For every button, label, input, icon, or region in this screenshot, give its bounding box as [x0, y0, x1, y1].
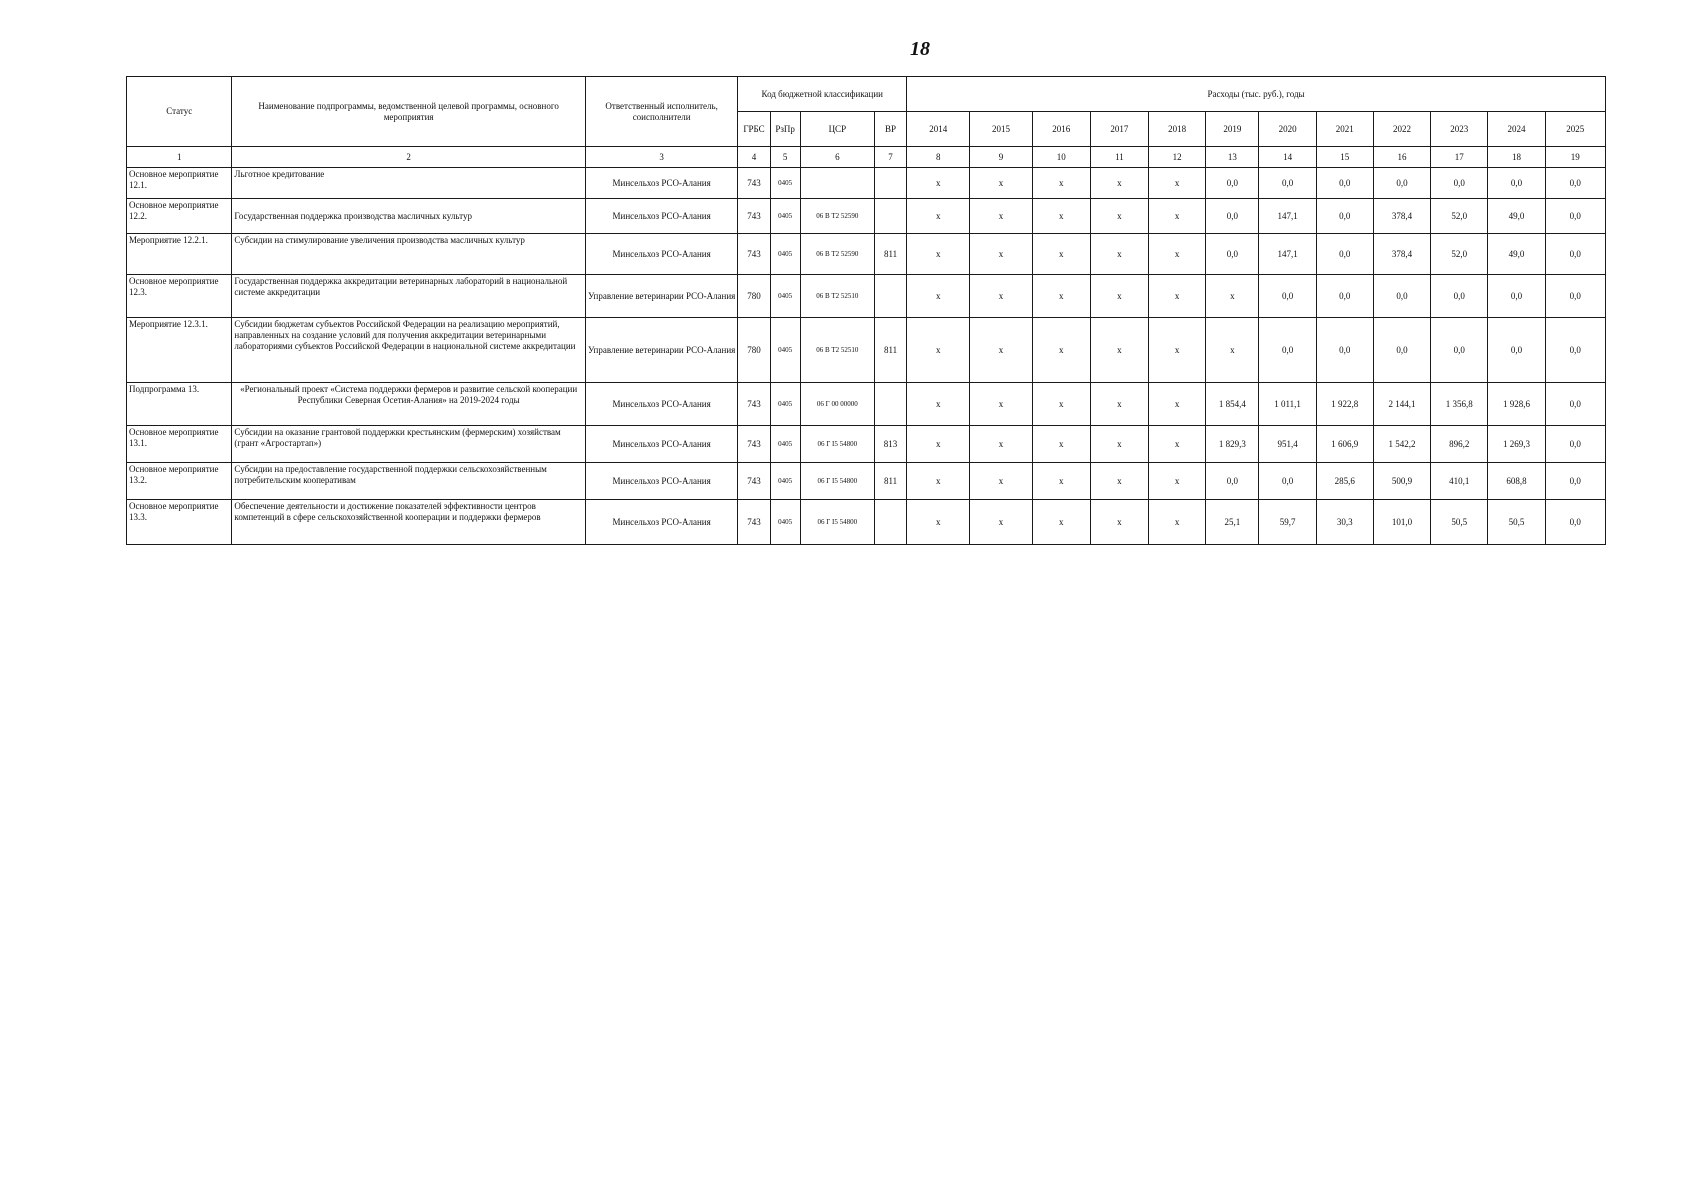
row-name: «Региональный проект «Система поддержки фермеров и развитие сельской кооперации Республики Северная Осетия-Алания» на 2019-2024 годы	[232, 383, 585, 426]
column-number: 10	[1032, 147, 1090, 168]
row-value: 0,0	[1316, 318, 1373, 383]
row-value: x	[1032, 463, 1090, 500]
row-value: 1 829,3	[1206, 426, 1259, 463]
column-number: 15	[1316, 147, 1373, 168]
row-value: 378,4	[1373, 199, 1430, 234]
row-value: x	[1090, 199, 1148, 234]
row-rzpr: 0405	[770, 383, 800, 426]
row-grbs: 743	[738, 199, 770, 234]
row-value: x	[907, 500, 970, 545]
column-number: 6	[800, 147, 874, 168]
row-rzpr: 0405	[770, 199, 800, 234]
row-vr: 811	[874, 318, 906, 383]
row-value: 0,0	[1206, 199, 1259, 234]
row-value: 1 356,8	[1431, 383, 1488, 426]
row-value: 500,9	[1373, 463, 1430, 500]
row-value: 0,0	[1431, 275, 1488, 318]
row-rzpr: 0405	[770, 275, 800, 318]
row-value: 0,0	[1316, 199, 1373, 234]
row-name: Субсидии на оказание грантовой поддержки крестьянским (фермерским) хозяйствам (грант «Агростартап»)	[232, 426, 585, 463]
row-grbs: 743	[738, 383, 770, 426]
table-row	[127, 463, 1606, 500]
row-value: 410,1	[1431, 463, 1488, 500]
row-value: 1 011,1	[1259, 383, 1316, 426]
row-value: x	[970, 500, 1032, 545]
table-row	[127, 199, 1606, 234]
row-value: x	[907, 426, 970, 463]
row-value: x	[1032, 275, 1090, 318]
header-expenses: Расходы (тыс. руб.), годы	[907, 77, 1606, 112]
row-value: x	[1149, 199, 1206, 234]
row-value: x	[970, 199, 1032, 234]
row-value: x	[907, 168, 970, 199]
row-vr	[874, 199, 906, 234]
header-budget-code: Код бюджетной классификации	[738, 77, 907, 112]
row-value: 0,0	[1316, 168, 1373, 199]
row-value: x	[1032, 199, 1090, 234]
row-status: Основное мероприятие 12.2.	[127, 199, 232, 234]
row-value: 1 542,2	[1373, 426, 1430, 463]
row-value: 30,3	[1316, 500, 1373, 545]
column-number: 7	[874, 147, 906, 168]
column-number: 11	[1090, 147, 1148, 168]
row-value: x	[1090, 275, 1148, 318]
row-value: 52,0	[1431, 234, 1488, 275]
row-value: x	[970, 234, 1032, 275]
row-csr: 06 В Т2 52590	[800, 234, 874, 275]
row-value: 52,0	[1431, 199, 1488, 234]
header-year: 2017	[1090, 112, 1148, 147]
row-value: 1 269,3	[1488, 426, 1545, 463]
row-grbs: 743	[738, 168, 770, 199]
row-csr: 06 Г I5 54800	[800, 426, 874, 463]
row-value: 896,2	[1431, 426, 1488, 463]
row-value: 0,0	[1373, 275, 1430, 318]
row-value: x	[1090, 463, 1148, 500]
header-year: 2025	[1545, 112, 1605, 147]
header-year: 2024	[1488, 112, 1545, 147]
row-rzpr: 0405	[770, 500, 800, 545]
row-value: x	[1032, 500, 1090, 545]
row-value: x	[1090, 234, 1148, 275]
header-grbs: ГРБС	[738, 112, 770, 147]
row-status: Подпрограмма 13.	[127, 383, 232, 426]
table-header	[127, 77, 1606, 168]
header-year: 2019	[1206, 112, 1259, 147]
table-row	[127, 383, 1606, 426]
row-value: x	[1149, 234, 1206, 275]
row-name: Льготное кредитование	[232, 168, 585, 199]
row-value: x	[907, 318, 970, 383]
row-value: 0,0	[1316, 275, 1373, 318]
column-number: 2	[232, 147, 585, 168]
row-name: Обеспечение деятельности и достижение показателей эффективности центров компетенций в сфере сельскохозяйственной кооперации и поддержки фермеров	[232, 500, 585, 545]
row-value: x	[970, 168, 1032, 199]
row-grbs: 780	[738, 318, 770, 383]
row-value: x	[1149, 383, 1206, 426]
row-value: 0,0	[1488, 168, 1545, 199]
row-name: Государственная поддержка производства масличных культур	[232, 199, 585, 234]
row-grbs: 743	[738, 500, 770, 545]
header-status: Статус	[127, 77, 232, 147]
row-value: 0,0	[1259, 275, 1316, 318]
row-value: 101,0	[1373, 500, 1430, 545]
row-status: Основное мероприятие 13.1.	[127, 426, 232, 463]
row-value: 0,0	[1545, 500, 1605, 545]
row-value: 285,6	[1316, 463, 1373, 500]
column-number: 19	[1545, 147, 1605, 168]
table-row	[127, 234, 1606, 275]
row-rzpr: 0405	[770, 168, 800, 199]
row-status: Основное мероприятие 12.1.	[127, 168, 232, 199]
row-value: x	[1032, 383, 1090, 426]
row-vr	[874, 500, 906, 545]
row-value: x	[1206, 318, 1259, 383]
row-value: x	[970, 318, 1032, 383]
header-year: 2021	[1316, 112, 1373, 147]
row-value: x	[907, 383, 970, 426]
row-value: 0,0	[1545, 318, 1605, 383]
row-value: 25,1	[1206, 500, 1259, 545]
row-value: x	[1090, 383, 1148, 426]
row-value: x	[1032, 318, 1090, 383]
row-value: x	[1149, 318, 1206, 383]
row-value: x	[970, 275, 1032, 318]
row-rzpr: 0405	[770, 463, 800, 500]
row-value: 147,1	[1259, 199, 1316, 234]
row-csr	[800, 168, 874, 199]
row-value: 0,0	[1545, 234, 1605, 275]
column-number: 3	[585, 147, 738, 168]
column-number: 16	[1373, 147, 1430, 168]
row-value: 608,8	[1488, 463, 1545, 500]
row-value: 0,0	[1316, 234, 1373, 275]
row-value: x	[907, 275, 970, 318]
row-value: 0,0	[1206, 234, 1259, 275]
row-value: 1 606,9	[1316, 426, 1373, 463]
row-value: 0,0	[1206, 168, 1259, 199]
row-grbs: 743	[738, 463, 770, 500]
budget-table	[126, 76, 1606, 545]
row-vr	[874, 383, 906, 426]
row-value: x	[1090, 426, 1148, 463]
row-value: x	[907, 199, 970, 234]
header-year: 2023	[1431, 112, 1488, 147]
row-value: 0,0	[1431, 318, 1488, 383]
row-value: x	[1149, 168, 1206, 199]
column-number: 12	[1149, 147, 1206, 168]
row-executor: Минсельхоз РСО-Алания	[585, 234, 738, 275]
row-executor: Минсельхоз РСО-Алания	[585, 426, 738, 463]
row-vr: 811	[874, 234, 906, 275]
row-name: Государственная поддержка аккредитации ветеринарных лабораторий в национальной системе аккредитации	[232, 275, 585, 318]
row-value: 0,0	[1259, 318, 1316, 383]
row-value: x	[970, 383, 1032, 426]
row-grbs: 743	[738, 426, 770, 463]
row-value: 0,0	[1373, 168, 1430, 199]
row-value: 0,0	[1545, 199, 1605, 234]
column-number: 18	[1488, 147, 1545, 168]
column-number: 4	[738, 147, 770, 168]
row-value: x	[1032, 426, 1090, 463]
row-status: Основное мероприятие 13.3.	[127, 500, 232, 545]
row-value: 49,0	[1488, 234, 1545, 275]
row-value: 1 928,6	[1488, 383, 1545, 426]
row-value: 49,0	[1488, 199, 1545, 234]
table-row	[127, 275, 1606, 318]
row-value: x	[1149, 275, 1206, 318]
row-executor: Минсельхоз РСО-Алания	[585, 383, 738, 426]
column-number: 9	[970, 147, 1032, 168]
row-grbs: 743	[738, 234, 770, 275]
row-value: 50,5	[1488, 500, 1545, 545]
row-grbs: 780	[738, 275, 770, 318]
row-value: 147,1	[1259, 234, 1316, 275]
row-vr	[874, 168, 906, 199]
row-value: 0,0	[1545, 275, 1605, 318]
row-name: Субсидии на стимулирование увеличения производства масличных культур	[232, 234, 585, 275]
page-number: 18	[910, 38, 930, 60]
budget-table-container	[126, 76, 1606, 545]
row-status: Основное мероприятие 13.2.	[127, 463, 232, 500]
row-value: 0,0	[1488, 318, 1545, 383]
row-value: x	[1149, 500, 1206, 545]
row-value: 59,7	[1259, 500, 1316, 545]
row-value: x	[1149, 463, 1206, 500]
header-year: 2020	[1259, 112, 1316, 147]
row-csr: 06 Г 00 00000	[800, 383, 874, 426]
row-value: x	[907, 234, 970, 275]
table-row	[127, 500, 1606, 545]
row-value: 50,5	[1431, 500, 1488, 545]
header-year: 2018	[1149, 112, 1206, 147]
row-name: Субсидии бюджетам субъектов Российской Федерации на реализацию мероприятий, направленных на создание условий для получения аккредитации ветеринарными лабораториями субъектов Российской Федерации в национальной системе аккредитации	[232, 318, 585, 383]
row-rzpr: 0405	[770, 426, 800, 463]
row-status: Основное мероприятие 12.3.	[127, 275, 232, 318]
row-rzpr: 0405	[770, 234, 800, 275]
row-value: x	[1206, 275, 1259, 318]
row-csr: 06 Г I5 54800	[800, 463, 874, 500]
column-number: 1	[127, 147, 232, 168]
row-value: 1 854,4	[1206, 383, 1259, 426]
row-status: Мероприятие 12.2.1.	[127, 234, 232, 275]
row-vr: 811	[874, 463, 906, 500]
row-vr: 813	[874, 426, 906, 463]
header-rzpr: РзПр	[770, 112, 800, 147]
row-value: x	[1090, 500, 1148, 545]
row-value: x	[1090, 168, 1148, 199]
row-value: 0,0	[1206, 463, 1259, 500]
row-status: Мероприятие 12.3.1.	[127, 318, 232, 383]
row-value: 0,0	[1545, 383, 1605, 426]
header-executor: Ответственный исполнитель, соисполнители	[585, 77, 738, 147]
row-rzpr: 0405	[770, 318, 800, 383]
column-number: 17	[1431, 147, 1488, 168]
row-value: 0,0	[1259, 463, 1316, 500]
table-row	[127, 168, 1606, 199]
header-year: 2022	[1373, 112, 1430, 147]
row-name: Субсидии на предоставление государственной поддержки сельскохозяйственным потребительским кооперативам	[232, 463, 585, 500]
row-value: 2 144,1	[1373, 383, 1430, 426]
row-csr: 06 В Т2 52510	[800, 318, 874, 383]
row-value: 0,0	[1431, 168, 1488, 199]
row-value: 0,0	[1545, 463, 1605, 500]
row-executor: Управление ветеринарии РСО-Алания	[585, 275, 738, 318]
table-row	[127, 318, 1606, 383]
table-body	[127, 168, 1606, 545]
row-executor: Управление ветеринарии РСО-Алания	[585, 318, 738, 383]
row-value: x	[970, 426, 1032, 463]
row-value: x	[1032, 234, 1090, 275]
column-number: 8	[907, 147, 970, 168]
column-number: 14	[1259, 147, 1316, 168]
row-value: x	[970, 463, 1032, 500]
row-csr: 06 В Т2 52590	[800, 199, 874, 234]
header-year: 2016	[1032, 112, 1090, 147]
row-value: 1 922,8	[1316, 383, 1373, 426]
row-value: 0,0	[1545, 168, 1605, 199]
row-value: 0,0	[1488, 275, 1545, 318]
row-value: 0,0	[1545, 426, 1605, 463]
row-vr	[874, 275, 906, 318]
row-executor: Минсельхоз РСО-Алания	[585, 199, 738, 234]
row-csr: 06 В Т2 52510	[800, 275, 874, 318]
row-executor: Минсельхоз РСО-Алания	[585, 463, 738, 500]
header-year: 2014	[907, 112, 970, 147]
row-value: 951,4	[1259, 426, 1316, 463]
table-row	[127, 426, 1606, 463]
row-value: x	[907, 463, 970, 500]
row-value: 0,0	[1373, 318, 1430, 383]
column-number: 5	[770, 147, 800, 168]
row-executor: Минсельхоз РСО-Алания	[585, 168, 738, 199]
row-value: x	[1090, 318, 1148, 383]
column-number: 13	[1206, 147, 1259, 168]
row-executor: Минсельхоз РСО-Алания	[585, 500, 738, 545]
header-year: 2015	[970, 112, 1032, 147]
header-csr: ЦСР	[800, 112, 874, 147]
header-vr: ВР	[874, 112, 906, 147]
row-csr: 06 Г I5 54800	[800, 500, 874, 545]
header-name: Наименование подпрограммы, ведомственной целевой программы, основного мероприятия	[232, 77, 585, 147]
row-value: x	[1032, 168, 1090, 199]
row-value: 378,4	[1373, 234, 1430, 275]
row-value: x	[1149, 426, 1206, 463]
row-value: 0,0	[1259, 168, 1316, 199]
